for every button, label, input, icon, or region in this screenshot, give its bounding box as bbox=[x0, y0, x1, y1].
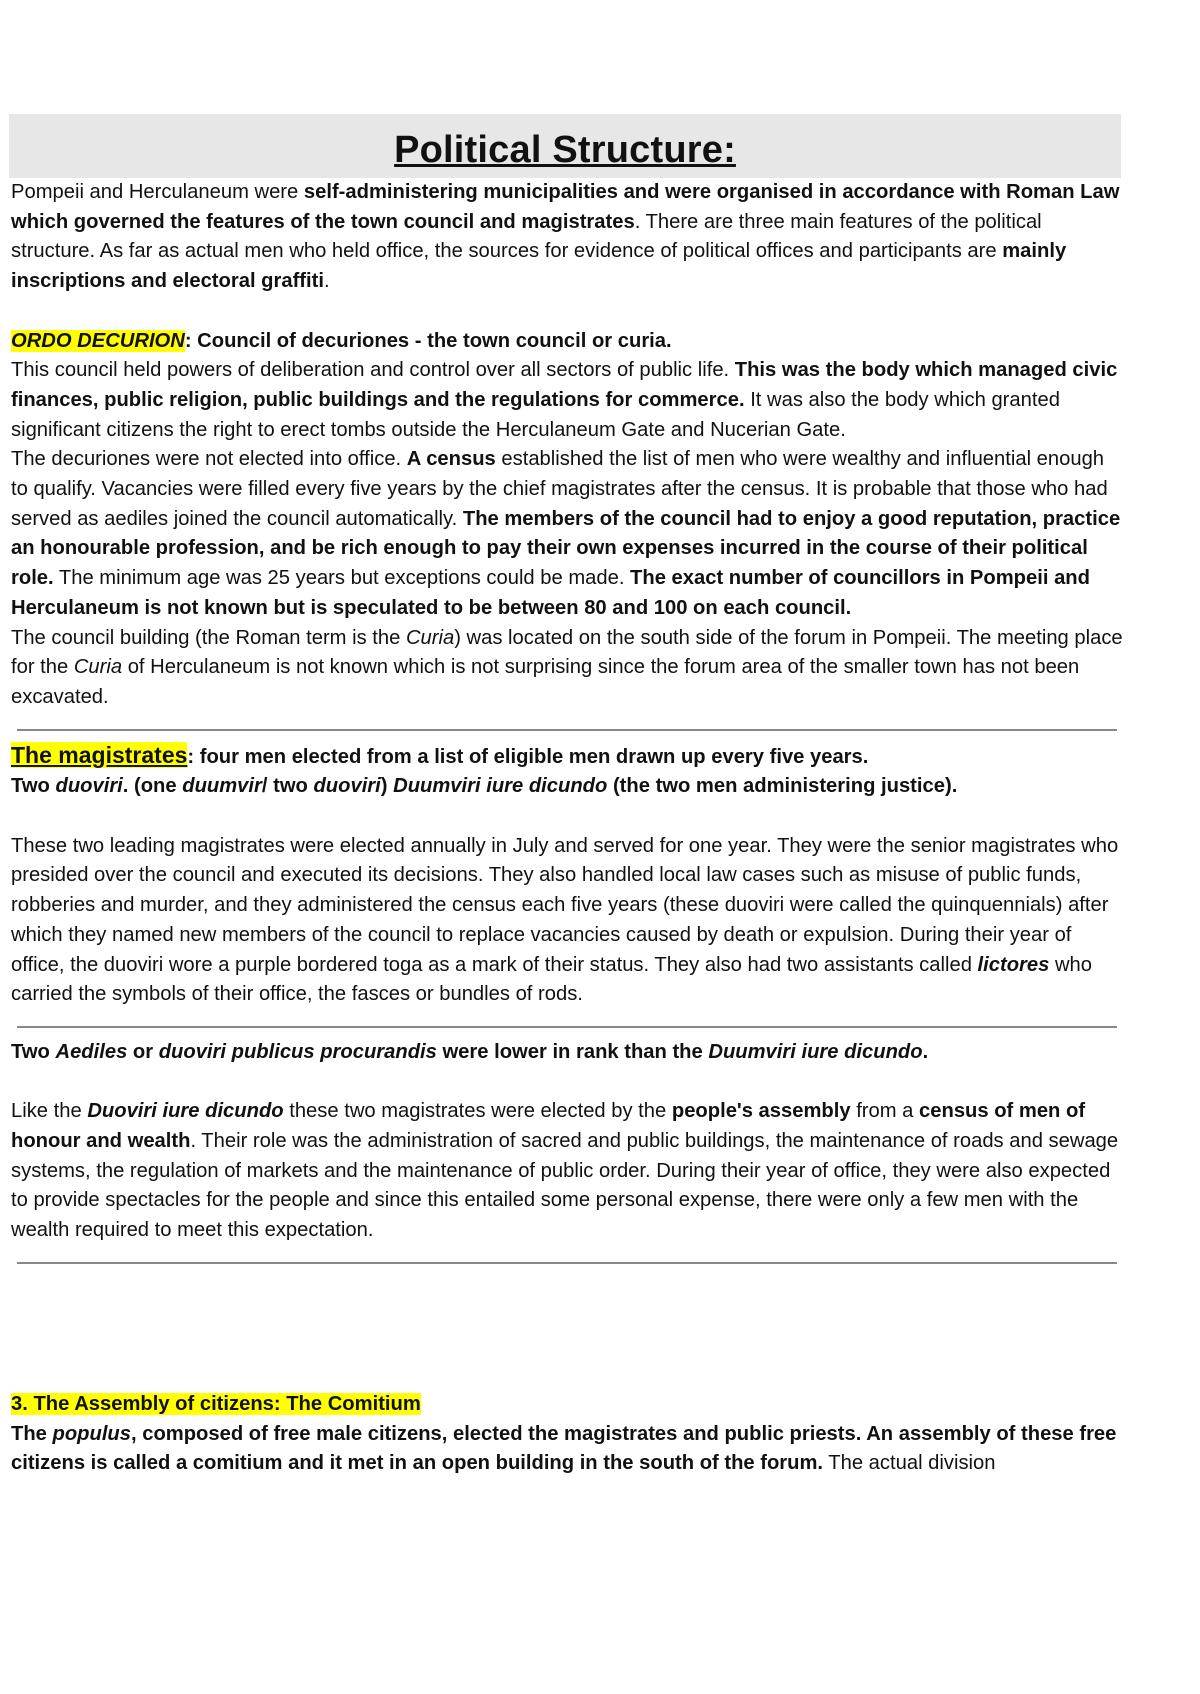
text-run-bold: : Council of decuriones - the town council or curia. bbox=[184, 329, 672, 352]
text-run: who carried the symbols of their office, the fasces or bundles of rods. bbox=[11, 953, 1093, 1006]
document-page bbox=[11, 114, 1123, 1479]
text-run-italic: Curia bbox=[405, 626, 455, 649]
text-run-italic: duoviri publicus procurandis bbox=[158, 1040, 437, 1063]
text-run: ) bbox=[380, 775, 394, 798]
text-run: The decuriones were not elected into office. bbox=[11, 448, 407, 471]
magistrates-paragraph bbox=[11, 832, 1123, 1010]
text-run-bold: self-administering municipalities and were organised in accordance with Roman Law which governed the features of the town council and magistrates bbox=[11, 181, 1120, 233]
text-run: The minimum age was 25 years but exceptions could be made. bbox=[53, 567, 631, 590]
text-run-bold: The exact number of councillors in Pompeii and Herculaneum is not known but is speculated to be between 80 and 100 on each council. bbox=[11, 567, 1090, 619]
text-run: / two bbox=[261, 775, 314, 798]
text-run-italic: Aediles bbox=[55, 1040, 128, 1063]
assembly-heading bbox=[11, 1390, 1123, 1420]
text-run: Like the bbox=[11, 1100, 88, 1123]
text-run: The bbox=[11, 1422, 53, 1445]
text-run: of Herculaneum is not known which is not surprising since the forum area of the smaller town has not been excavated. bbox=[11, 656, 1080, 708]
text-run: Two bbox=[11, 775, 56, 798]
text-run-bold-italic: Duoviri iure dicundo bbox=[87, 1100, 284, 1123]
text-run-italic: Duumviri iure dicundo bbox=[708, 1040, 923, 1063]
text-run-bold: The members of the council had to enjoy a good reputation, practice an honourable profession, and be rich enough to pay their own expenses incurred in the course of their political role. bbox=[11, 507, 1121, 590]
highlighted-term: ORDO DECURION bbox=[11, 329, 185, 352]
text-run: . There are three main features of the political structure. As far as actual men who held office, the sources for evidence of political offices and participants are bbox=[11, 210, 1042, 263]
text-run-italic: duoviri bbox=[55, 775, 123, 798]
text-run: These two leading magistrates were elected annually in July and served for one year. They were the senior magistrates who presided over the council and executed its decisions. They also handled local law cases such as misuse of public funds, robberies and murder, and they administered the census each five years (these duoviri were called the quinquennials) after which they named new members of the council to replace vacancies caused by death or expulsion. During their year of office, the duoviri wore a purple bordered toga as a mark of their status. They also had two assistants called bbox=[11, 834, 1119, 976]
text-run: from a bbox=[850, 1100, 920, 1123]
highlighted-term: 3. The Assembly of citizens: The Comitium bbox=[11, 1392, 421, 1415]
text-run: . bbox=[323, 270, 330, 293]
magistrates-heading bbox=[11, 741, 1123, 773]
text-run: . bbox=[922, 1040, 929, 1063]
ordo-paragraph-3 bbox=[11, 624, 1123, 713]
ordo-heading bbox=[11, 327, 1123, 357]
text-run: were lower in rank than the bbox=[436, 1040, 709, 1063]
text-run: or bbox=[127, 1040, 159, 1063]
highlighted-term: The magistrates bbox=[11, 741, 188, 768]
title-bar bbox=[9, 114, 1121, 178]
text-run-italic: duumvir bbox=[182, 775, 262, 798]
text-run: established the list of men who were wealthy and influential enough to qualify. Vacancies were filled every five years by the chief magistrates after the census. It is probable that those who had served as aediles joined the council automatically. bbox=[11, 448, 1108, 530]
text-run-italic: populus bbox=[52, 1422, 131, 1445]
text-run-italic: duoviri bbox=[313, 775, 381, 798]
magistrates-subheading bbox=[11, 772, 1123, 802]
text-run-bold: : four men elected from a list of eligible men drawn up every five years. bbox=[187, 745, 869, 768]
text-run: , composed of free male citizens, elected the magistrates and public priests. An assembly of these free citizens is called a comitium and it met in an open building in the south of the forum. bbox=[11, 1422, 1117, 1475]
text-run: ) was located on the south side of the forum in Pompeii. The meeting place for the bbox=[11, 626, 1123, 679]
intro-paragraph bbox=[11, 178, 1123, 297]
text-run-bold: people's assembly bbox=[671, 1100, 851, 1123]
text-run: these two magistrates were elected by the bbox=[283, 1100, 672, 1123]
text-run-bold: mainly inscriptions and electoral graffiti bbox=[11, 240, 1067, 293]
ordo-paragraph-2 bbox=[11, 445, 1123, 623]
text-run: . (one bbox=[122, 775, 183, 798]
aediles-heading bbox=[11, 1038, 1123, 1068]
assembly-paragraph bbox=[11, 1420, 1123, 1479]
text-run: Pompeii and Herculaneum were bbox=[11, 181, 304, 203]
text-run-italic: Curia bbox=[73, 656, 123, 679]
text-run: (the two men administering justice). bbox=[607, 775, 958, 798]
text-run: . Their role was the administration of sacred and public buildings, the maintenance of roads and sewage systems, the regulation of markets and the maintenance of public order. During their year of office, they were also expected to provide spectacles for the people and since this entailed some personal expense, there were only a few men with the wealth required to meet this expectation. bbox=[11, 1130, 1119, 1242]
page-title: Political Structure: bbox=[394, 128, 736, 171]
text-run: The council building (the Roman term is the bbox=[11, 626, 406, 649]
text-run-bold: census of men of honour and wealth bbox=[11, 1100, 1086, 1153]
text-run: The actual division bbox=[823, 1452, 996, 1475]
aediles-paragraph bbox=[11, 1097, 1123, 1246]
text-run: This council held powers of deliberation and control over all sectors of public life. bbox=[11, 359, 735, 382]
text-run-bold: This was the body which managed civic finances, public religion, public buildings and the regulations for commerce. bbox=[11, 359, 1118, 411]
text-run: It was also the body which granted significant citizens the right to erect tombs outside the Herculaneum Gate and Nucerian Gate. bbox=[11, 388, 1060, 441]
text-run-bold-italic: lictores bbox=[977, 953, 1050, 976]
text-run: Two bbox=[11, 1040, 56, 1063]
text-run-bold: A census bbox=[406, 448, 496, 471]
ordo-paragraph-1 bbox=[11, 356, 1123, 445]
text-run-italic: Duumviri iure dicundo bbox=[393, 775, 608, 798]
